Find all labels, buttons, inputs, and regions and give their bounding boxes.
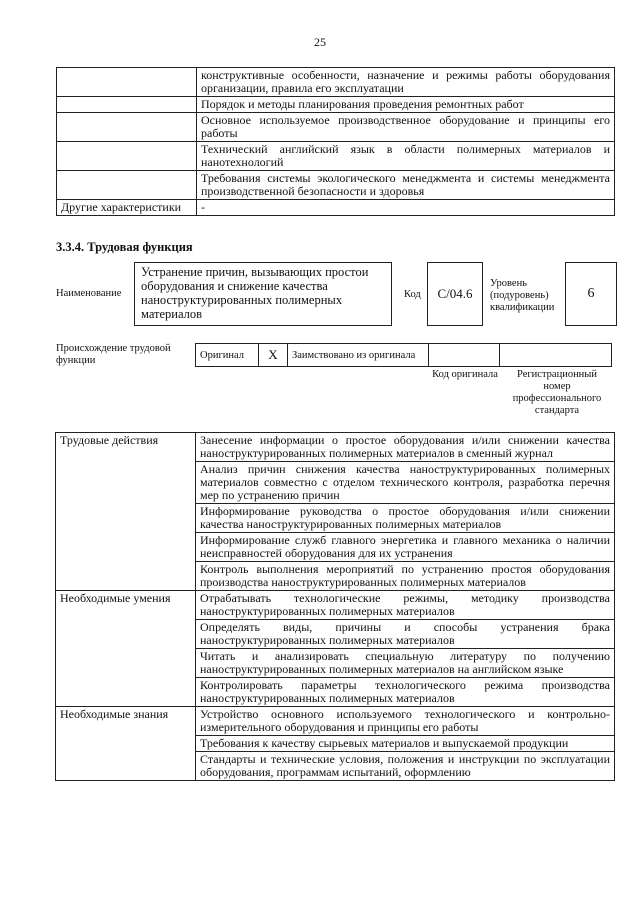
list-item: Контроль выполнения мероприятий по устранению простоя оборудования производства наноструктурированных полимерных материалов [196, 562, 615, 591]
qualification-level-label: Уровень (подуровень) квалификации [490, 278, 555, 313]
list-item: Требования к качеству сырьевых материалов и выпускаемой продукции [196, 736, 615, 752]
list-item: Отрабатывать технологические режимы, методику производства наноструктурированных полимерных материалов [196, 591, 615, 620]
list-item: Читать и анализировать специальную литературу по получению наноструктурированных полимерных материалов на английском языке [196, 649, 615, 678]
row-label: Другие характеристики [57, 200, 197, 216]
table-row [56, 433, 615, 462]
original-mark: X [259, 344, 288, 367]
code-value-box: C/04.6 [427, 262, 483, 326]
row-text: Технический английский язык в области полимерных материалов и нанотехнологий [197, 142, 615, 171]
list-item: Информирование руководства о простое оборудования и/или снижении качества наноструктурированных полимерных материалов [196, 504, 615, 533]
row-label [57, 113, 197, 142]
group-label: Необходимые знания [56, 707, 196, 781]
page-number: 25 [314, 35, 326, 49]
top-characteristics-table [56, 67, 615, 216]
group-label: Необходимые умения [56, 591, 196, 707]
reg-number-label: Регистрационный номер профессионального стандарта [512, 369, 602, 416]
list-item: Контролировать параметры технологического режима производства наноструктурированных полимерных материалов [196, 678, 615, 707]
group-label: Трудовые действия [56, 433, 196, 591]
table-row [57, 113, 615, 142]
row-text: Порядок и методы планирования проведения ремонтных работ [197, 97, 615, 113]
table-row [56, 591, 615, 620]
section-title: 3.3.4. Трудовая функция [56, 240, 193, 254]
qualification-level-box: 6 [565, 262, 617, 326]
function-name-box: Устранение причин, вызывающих простои оборудования и снижение качества наноструктурированных полимерных материалов [134, 262, 392, 326]
list-item: Анализ причин снижения качества наноструктурированных полимерных материалов совместно с отделом технического контроля, разработка перечня мер по устранению причин [196, 462, 615, 504]
row-label [57, 97, 197, 113]
original-label: Оригинал [196, 344, 259, 367]
table-row [57, 142, 615, 171]
borrowed-label: Заимствовано из оригинала [288, 344, 429, 367]
reg-number-cell [500, 344, 612, 367]
row-text: Требования системы экологического менеджмента и системы менеджмента производственной безопасности и здоровья [197, 171, 615, 200]
list-item: Стандарты и технические условия, положения и инструкции по эксплуатации оборудования, программам испытаний, оформлению [196, 752, 615, 781]
origin-table [195, 343, 612, 367]
table-row [57, 171, 615, 200]
table-row [57, 68, 615, 97]
list-item: Информирование служб главного энергетика и главного механика о наличии неисправностей оборудования для их устранения [196, 533, 615, 562]
row-text: Основное используемое производственное оборудование и принципы его работы [197, 113, 615, 142]
list-item: Устройство основного используемого технологического и контрольно-измерительного оборудования и принципы его работы [196, 707, 615, 736]
name-label: Наименование [56, 288, 122, 299]
list-item: Определять виды, причины и способы устранения брака наноструктурированных полимерных материалов [196, 620, 615, 649]
code-original-cell [429, 344, 500, 367]
code-label: Код [404, 289, 421, 300]
code-original-label: Код оригинала [432, 369, 498, 380]
table-row [56, 707, 615, 736]
row-text: - [197, 200, 615, 216]
table-row [57, 200, 615, 216]
row-label [57, 68, 197, 97]
row-label [57, 171, 197, 200]
list-item: Занесение информации о простое оборудования и/или снижении качества наноструктурированных полимерных материалов в сменный журнал [196, 433, 615, 462]
table-row [57, 97, 615, 113]
row-text: конструктивные особенности, назначение и режимы работы оборудования организации, правила его эксплуатации [197, 68, 615, 97]
origin-label: Происхождение трудовой функции [56, 343, 171, 366]
labor-function-table [55, 432, 615, 781]
row-label [57, 142, 197, 171]
